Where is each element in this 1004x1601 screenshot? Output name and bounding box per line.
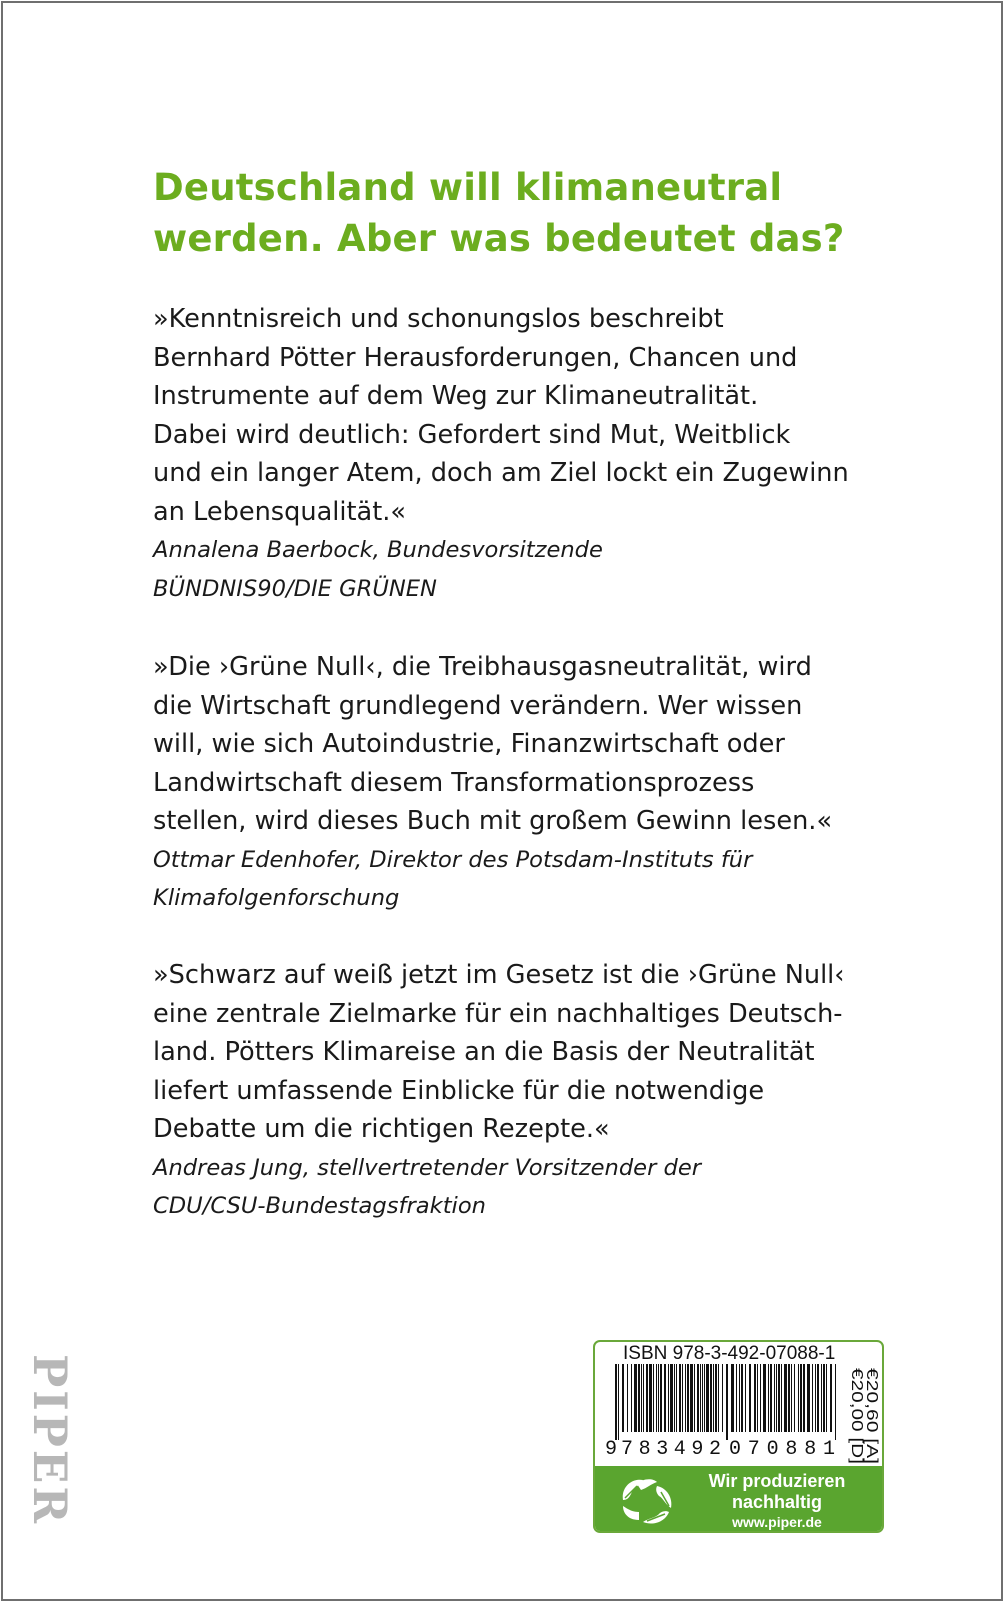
barcode-bar — [768, 1364, 769, 1432]
barcode-bar — [700, 1364, 701, 1432]
barcode-bar — [718, 1364, 719, 1432]
barcode-bar — [668, 1364, 669, 1432]
barcode-bar — [656, 1364, 657, 1432]
barcode-bar — [618, 1364, 619, 1440]
barcode-bar — [713, 1364, 714, 1432]
barcode-digits-left: 783492 — [621, 1438, 721, 1458]
barcode-bar — [812, 1364, 813, 1432]
quote-attribution: Klimafolgenforschung — [153, 885, 400, 911]
quote-line: Instrumente auf dem Weg zur Klimaneutralität. — [153, 381, 759, 411]
barcode-bars — [615, 1364, 836, 1440]
barcode-bar — [710, 1364, 712, 1432]
barcode-bar — [823, 1364, 825, 1432]
price-box — [847, 1366, 881, 1466]
piper-logo-text: PIPER — [23, 1354, 77, 1529]
barcode-bar — [622, 1364, 624, 1432]
barcode-bar — [817, 1364, 819, 1432]
barcode-bar — [745, 1364, 746, 1432]
barcode-bar — [653, 1364, 654, 1432]
barcode-bar — [798, 1364, 799, 1432]
price-germany: €20,00 [D] — [848, 1368, 865, 1440]
barcode-bar — [778, 1364, 780, 1432]
quote-baerbock — [153, 300, 873, 608]
barcode-bar — [674, 1364, 675, 1432]
barcode-bar — [615, 1364, 617, 1440]
price-austria: €20,60 [A] — [863, 1368, 880, 1439]
eco-badge — [595, 1466, 882, 1531]
quote-attribution: Andreas Jung, stellvertretender Vorsitzender der — [153, 1154, 702, 1181]
barcode-bar — [697, 1364, 699, 1432]
barcode-bar — [749, 1364, 751, 1432]
barcode-bar — [754, 1364, 756, 1432]
quote-line: liefert umfassende Einblicke für die notwendige — [153, 1075, 765, 1106]
recycle-leaves-icon — [617, 1474, 679, 1528]
headline — [153, 162, 873, 264]
barcode-bar — [670, 1364, 673, 1432]
barcode-bar — [715, 1364, 717, 1432]
barcode-bar — [685, 1364, 686, 1432]
quote-line: eine zentrale Zielmarke für ein nachhaltiges Deutsch- — [153, 998, 843, 1029]
barcode-bar — [641, 1364, 642, 1432]
barcode-bar — [726, 1364, 728, 1440]
headline-line-1: Deutschland will klimaneutral — [153, 166, 783, 209]
barcode-box — [593, 1340, 884, 1533]
barcode-bar — [731, 1364, 734, 1432]
barcode-bar — [627, 1364, 628, 1432]
barcode-bar — [800, 1364, 802, 1432]
barcode-bar — [682, 1364, 683, 1432]
barcode-bar — [815, 1364, 816, 1432]
barcode-digits-right: 070881 — [729, 1438, 835, 1458]
quote-edenhofer — [153, 648, 873, 918]
barcode-bar — [781, 1364, 782, 1432]
barcode-bar — [794, 1364, 795, 1432]
quote-line: Landwirtschaft diesem Transformationsprozess — [153, 767, 755, 798]
quote-line: »Schwarz auf weiß jetzt im Gesetz ist die ›Grüne Null‹ — [153, 960, 845, 990]
barcode-bar — [643, 1364, 644, 1432]
barcode-bar — [821, 1364, 822, 1432]
eco-url: www.piper.de — [732, 1514, 822, 1530]
barcode-bar — [803, 1364, 805, 1432]
barcode-bar — [646, 1364, 648, 1432]
quote-line: land. Pötters Klimareise an die Basis der Neutralität — [153, 1037, 815, 1067]
quote-line: Dabei wird deutlich: Gefordert sind Mut, Weitblick — [153, 419, 791, 450]
barcode-bar — [770, 1364, 772, 1432]
eco-line-1: Wir produzieren — [708, 1471, 846, 1491]
barcode — [601, 1364, 847, 1458]
barcode-bar — [788, 1364, 790, 1432]
barcode-bar — [660, 1364, 662, 1432]
quote-attribution: CDU/CSU-Bundestagsfraktion — [153, 1193, 486, 1219]
quote-attribution: BÜNDNIS90/DIE GRÜNEN — [153, 575, 437, 602]
quote-line: will, wie sich Autoindustrie, Finanzwirtschaft oder — [153, 729, 785, 759]
quote-line: Bernhard Pötter Herausforderungen, Chancen und — [153, 342, 798, 373]
barcode-bar — [638, 1364, 640, 1432]
barcode-bar — [784, 1364, 787, 1432]
quote-attribution: Ottmar Edenhofer, Direktor des Potsdam-Instituts für — [153, 846, 753, 873]
barcode-bar — [634, 1364, 637, 1432]
barcode-bar — [676, 1364, 677, 1432]
barcode-bar — [774, 1364, 775, 1432]
barcode-bar — [826, 1364, 827, 1432]
barcode-bar — [704, 1364, 705, 1432]
barcode-bar — [722, 1364, 723, 1432]
barcode-bar — [658, 1364, 659, 1432]
barcode-bar — [679, 1364, 681, 1432]
quote-line: »Kenntnisreich und schonungslos beschreibt — [153, 304, 724, 334]
isbn-label: ISBN 978-3-492-07088-1 — [623, 1343, 836, 1364]
barcode-digit-lead: 9 — [605, 1438, 618, 1458]
quote-line: Debatte um die richtigen Rezepte.« — [153, 1114, 610, 1144]
barcode-bar — [702, 1364, 703, 1432]
quote-jung — [153, 956, 873, 1226]
barcode-bar — [739, 1364, 740, 1432]
eco-badge-text — [687, 1471, 867, 1531]
barcode-bar — [706, 1364, 709, 1432]
barcode-bar — [694, 1364, 695, 1432]
quote-line: »Die ›Grüne Null‹, die Treibhausgasneutralität, wird — [153, 652, 812, 682]
barcode-bar — [835, 1364, 836, 1440]
piper-logo — [20, 1354, 80, 1529]
quote-line: und ein langer Atem, doch am Ziel lockt ein Zugewinn — [153, 458, 849, 488]
barcode-bar — [736, 1364, 737, 1432]
headline-line-2: werden. Aber was bedeutet das? — [153, 217, 845, 260]
barcode-bar — [687, 1364, 689, 1432]
quote-line: die Wirtschaft grundlegend verändern. Wer wissen — [153, 690, 803, 721]
barcode-bar — [690, 1364, 693, 1432]
barcode-bar — [741, 1364, 743, 1432]
quote-attribution: Annalena Baerbock, Bundesvorsitzende — [153, 537, 603, 563]
eco-line-2: nachhaltig — [731, 1492, 822, 1512]
barcode-bar — [791, 1364, 792, 1432]
quote-line: stellen, wird dieses Buch mit großem Gewinn lesen.« — [153, 806, 833, 836]
barcode-bar — [649, 1364, 652, 1432]
barcode-bar — [807, 1364, 810, 1432]
barcode-bar — [757, 1364, 758, 1432]
barcode-bar — [763, 1364, 766, 1432]
barcode-bar — [631, 1364, 632, 1432]
barcode-bar — [664, 1364, 666, 1432]
quote-line: an Lebensqualität.« — [153, 496, 407, 527]
barcode-bar — [830, 1364, 832, 1432]
barcode-bar — [760, 1364, 761, 1432]
barcode-bar — [776, 1364, 777, 1432]
